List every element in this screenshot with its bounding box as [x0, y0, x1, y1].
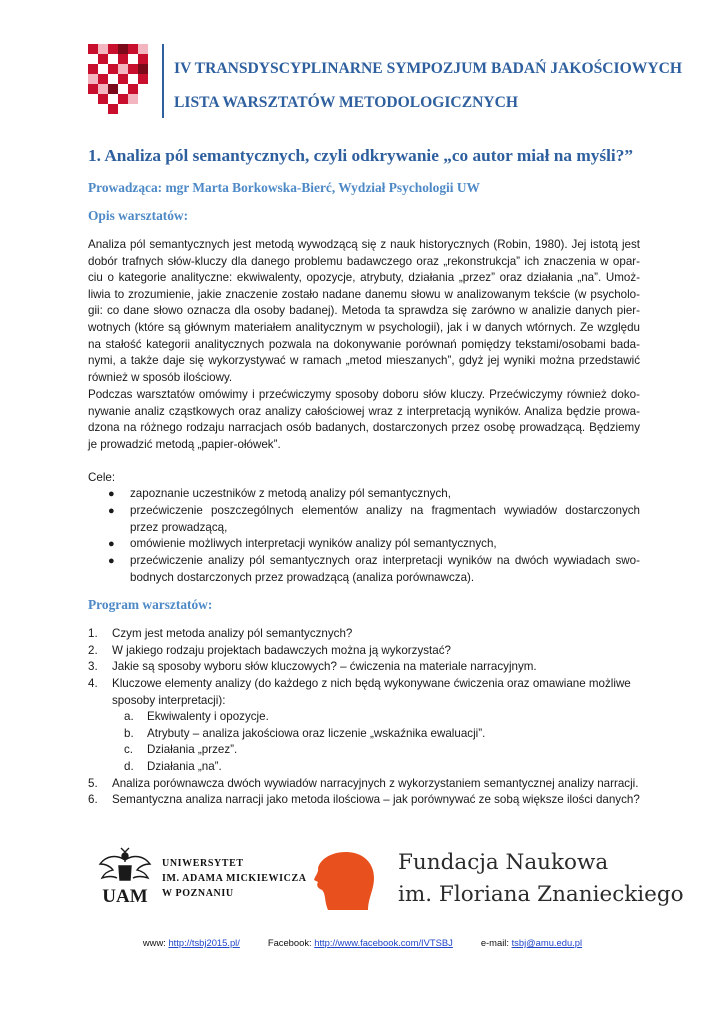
fundacja-name-line-2: im. Floriana Znanieckiego [398, 882, 684, 907]
email-link[interactable]: tsbj@amu.edu.pl [511, 937, 583, 948]
facebook-link[interactable]: http://www.facebook.com/IVTSBJ [314, 937, 453, 948]
program-number: 6. [88, 793, 98, 806]
description-paragraph-2 [88, 387, 640, 453]
header-divider [162, 44, 164, 118]
program-item [112, 792, 640, 809]
text-line: Semantyczna analiza narracji jako metoda ilościowa – jak porównywać ze sobą większe ilości danych? [112, 793, 640, 806]
bullet-icon: ● [108, 538, 115, 550]
text-line: Analiza porównawcza dwóch wywiadów narracyjnych z wykorzystaniem semantycznej analizy narracji. [112, 777, 639, 790]
footer-contact [0, 937, 725, 948]
goal-item [130, 553, 640, 586]
program-item [112, 659, 537, 676]
program-number: 5. [88, 777, 98, 790]
workshop-leader: Prowadząca: mgr Marta Borkowska-Bierć, Wydział Psychologii UW [88, 180, 480, 195]
goal-item [130, 503, 640, 536]
bullet-icon: ● [108, 488, 115, 500]
text-line: Jakie są sposoby wyboru słów kluczowych? – ćwiczenia na materiale narracyjnym. [112, 660, 537, 673]
goal-item [130, 486, 640, 503]
program-subnumber: b. [124, 727, 134, 740]
uam-mark: UAM [102, 886, 148, 907]
goals-label: Cele: [88, 471, 116, 484]
text-line: nymi, a także daje się wykorzystywać w ramach „metod mieszanych”, gdyż jej wyniki można przedstawić [88, 354, 640, 368]
uam-name-line-3: W POZNANIU [162, 888, 234, 899]
text-line: przećwiczenie analizy pól semantycznych oraz interpretacji wyników na dwóch wywiadach swo- [130, 554, 640, 567]
description-heading: Opis warsztatów: [88, 208, 189, 223]
program-heading: Program warsztatów: [88, 597, 213, 612]
text-line: bodnych dostarczonych przez prowadzącą (analiza porównawcza). [130, 570, 475, 584]
program-subnumber: a. [124, 710, 134, 723]
program-subitem: Atrybuty – analiza jakościowa oraz liczenie „wskaźnika ewaluacji”. [147, 727, 486, 740]
text-line: gii: co dane słowo oznacza dla osoby badanej). Metoda ta sprawdza się zarówno w analizie danych pier- [88, 304, 640, 318]
text-line: przećwiczenie poszczególnych elementów analizy na fragmentach wywiadów dostarczonych [130, 504, 640, 517]
text-line: sposoby interpretacji): [112, 693, 226, 707]
text-line: ciu o kategorie analityczne: ekwiwalenty, opozycje, atrybuty, działania „przez” oraz działania „na”. Umoż- [88, 271, 640, 285]
program-number: 2. [88, 644, 98, 657]
text-line: wotnych (które są głównym materiałem analitycznym w psychologii), jak i w danych wtórnych. Ze względu [88, 320, 640, 334]
text-line: Podczas warsztatów omówimy i przećwiczymy sposoby doboru słów kluczy. Przećwiczymy również doko- [88, 388, 640, 401]
program-item [112, 776, 638, 793]
email-label: e-mail: [480, 937, 512, 948]
symposium-logo-icon [88, 44, 152, 116]
text-line: nywanie analiz cząstkowych oraz analizy całościowej wraz z interpretacją wyników. Analiza będzie prowa- [88, 404, 640, 418]
program-item [112, 626, 352, 643]
description-paragraph-1 [88, 237, 640, 386]
uam-name-line-2: IM. ADAMA MICKIEWICZA [162, 873, 307, 884]
program-subnumber: c. [124, 743, 134, 756]
program-subitem: Ekwiwalenty i opozycje. [147, 710, 269, 723]
fundacja-name-line-1: Fundacja Naukowa [398, 850, 609, 875]
document-title: LISTA WARSZTATÓW METODOLOGICZNYCH [174, 94, 519, 111]
text-line: omówienie możliwych interpretacji wyników analizy pól semantycznych, [130, 537, 497, 550]
program-number: 1. [88, 627, 98, 640]
bullet-icon: ● [108, 505, 115, 517]
text-line: zapoznanie uczestników z metodą analizy pól semantycznych, [130, 487, 451, 500]
uam-eagle-crest-icon [96, 846, 154, 908]
program-subitem: Działania „na”. [147, 760, 222, 773]
facebook-label: Facebook: [267, 937, 315, 948]
program-number: 4. [88, 677, 98, 690]
program-item [112, 676, 631, 709]
text-line: liwia to zrozumienie, jakie znaczenie zostało nadane danemu słowu w analizowanym tekście (w psycholo- [88, 287, 640, 301]
text-line: Kluczowe elementy analizy (do każdego z nich będą wykonywane ćwiczenia oraz omawiane możliwe [112, 677, 631, 690]
workshop-title: 1. Analiza pól semantycznych, czyli odkrywanie „co autor miał na myśli?” [88, 146, 633, 165]
program-number: 3. [88, 660, 98, 673]
website-link[interactable]: http://tsbj2015.pl/ [168, 937, 240, 948]
program-item [112, 643, 451, 660]
uam-name-line-1: UNIWERSYTET [162, 858, 244, 869]
text-line: je prowadzić metodą „papier-ołówek”. [88, 437, 281, 451]
program-subnumber: d. [124, 760, 134, 773]
bullet-icon: ● [108, 555, 115, 567]
text-line: przez prowadzącą, [130, 520, 228, 534]
goal-item [130, 536, 640, 553]
text-line: Czym jest metoda analizy pól semantycznych? [112, 627, 353, 640]
www-label: www: [142, 937, 169, 948]
program-subitem: Działania „przez”. [147, 743, 238, 756]
text-line: na stałość kategorii analitycznych pozwala na dokonywanie porównań pomiędzy tekstami/osobami bada- [88, 337, 640, 351]
fundacja-profile-logo-icon [306, 850, 380, 914]
text-line: W jakiego rodzaju projektach badawczych można ją wykorzystać? [112, 644, 451, 657]
text-line: również w sposób ilościowy. [88, 370, 233, 384]
text-line: dzona na różnego rodzaju narracjach osób badanych, dostarczonych przez osobę prowadzącą. Będziemy [88, 421, 640, 435]
symposium-title: IV TRANSDYSCYPLINARNE SYMPOZJUM BADAŃ JAKOŚCIOWYCH [174, 60, 682, 77]
text-line: Analiza pól semantycznych jest metodą wywodzącą się z nauk historycznych (Robin, 1980). Jej istotą jest [88, 238, 640, 251]
text-line: dobór trafnych słów-kluczy dla danego problemu badawczego oraz „rekonstrukcja” ich znaczenia w opar- [88, 254, 640, 268]
